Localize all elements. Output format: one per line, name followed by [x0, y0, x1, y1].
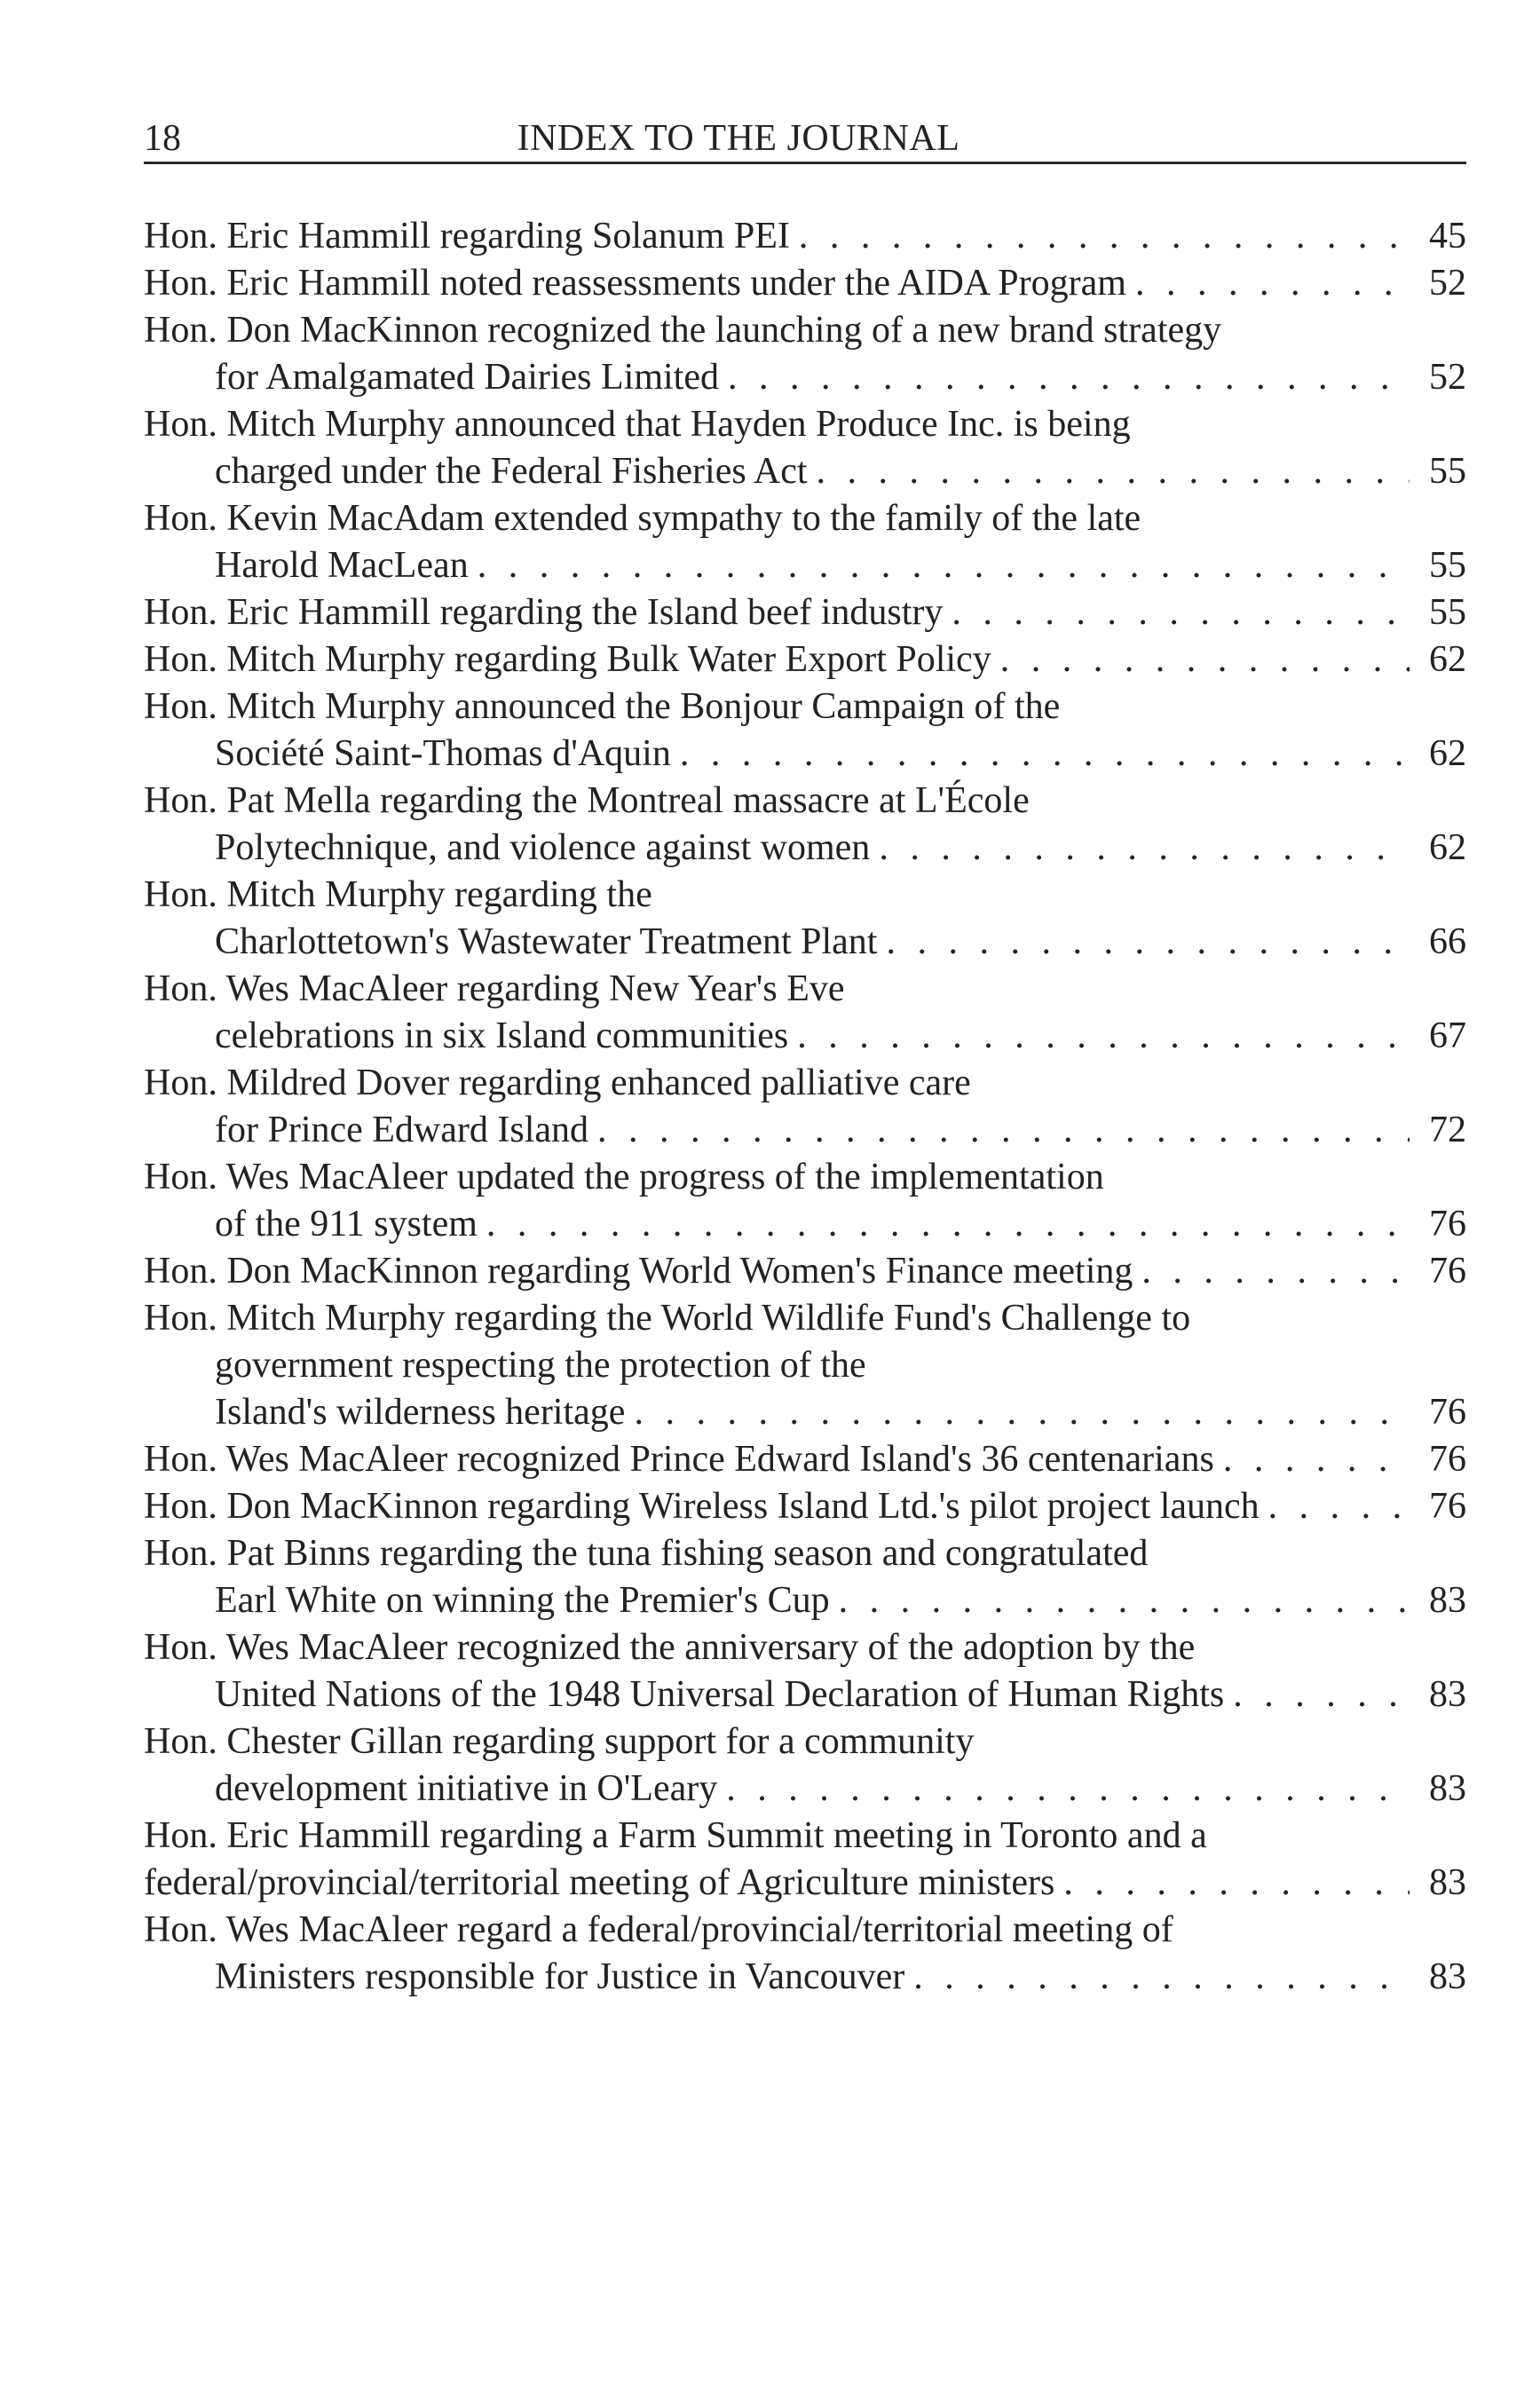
- page-reference: 83: [1429, 1674, 1466, 1715]
- index-entry: [144, 1718, 1466, 1813]
- entry-text: Hon. Eric Hammill noted reassessments under the AIDA Program: [144, 263, 1126, 304]
- dot-leader: [1223, 1436, 1410, 1483]
- page-header: [144, 115, 1466, 162]
- index-entry: [144, 1530, 1466, 1624]
- entry-line: [144, 1483, 1466, 1530]
- dot-leader: [597, 1107, 1410, 1154]
- index-entry: [144, 1436, 1466, 1483]
- entry-text: for Prince Edward Island: [215, 1110, 589, 1150]
- entry-line: [144, 872, 1466, 919]
- page-reference: 76: [1429, 1204, 1466, 1244]
- dot-leader: [1233, 1671, 1410, 1718]
- entry-line: [144, 966, 1466, 1013]
- entry-text: Hon. Mildred Dover regarding enhanced palliative care: [144, 1063, 971, 1103]
- page-reference: 62: [1429, 827, 1466, 868]
- entry-line: [144, 1530, 1466, 1577]
- index-entry: [144, 1907, 1466, 2001]
- entry-line: [144, 1671, 1466, 1718]
- index-entry: [144, 495, 1466, 589]
- dot-leader: [913, 1954, 1410, 2001]
- page-reference: 83: [1429, 1580, 1466, 1621]
- entry-line: [144, 825, 1466, 872]
- index-entry: [144, 260, 1466, 307]
- page-reference: 62: [1429, 639, 1466, 680]
- entry-line: [144, 1154, 1466, 1201]
- entry-line: [144, 1248, 1466, 1295]
- entry-text: celebrations in six Island communities: [215, 1015, 789, 1056]
- page-reference: 67: [1429, 1015, 1466, 1056]
- page-reference: 52: [1429, 263, 1466, 304]
- dot-leader: [1000, 636, 1410, 683]
- entry-text: Polytechnique, and violence against women: [215, 827, 871, 868]
- dot-leader: [1141, 1248, 1410, 1295]
- entry-line: [144, 683, 1466, 731]
- index-entry: [144, 1248, 1466, 1295]
- page-reference: 62: [1429, 733, 1466, 774]
- dot-leader: [728, 354, 1410, 401]
- entry-text: Island's wilderness heritage: [215, 1392, 626, 1433]
- dot-leader: [1268, 1483, 1410, 1530]
- entry-line: [144, 1295, 1466, 1342]
- entry-text: Hon. Pat Binns regarding the tuna fishing season and congratulated: [144, 1533, 1149, 1574]
- entry-line: [144, 731, 1466, 778]
- dot-leader: [839, 1577, 1410, 1624]
- entry-text: development initiative in O'Leary: [215, 1768, 718, 1809]
- entry-line: [144, 778, 1466, 825]
- entry-text: Hon. Mitch Murphy announced the Bonjour Campaign of the: [144, 686, 1061, 727]
- page-reference: 52: [1429, 357, 1466, 398]
- entry-text: for Amalgamated Dairies Limited: [215, 357, 719, 398]
- page-reference: 55: [1429, 451, 1466, 492]
- entry-text: government respecting the protection of the: [215, 1345, 866, 1386]
- dot-leader: [1135, 260, 1410, 307]
- entry-line: [144, 1907, 1466, 1954]
- dot-leader: [879, 825, 1410, 872]
- index-entry: [144, 589, 1466, 636]
- index-entry: [144, 401, 1466, 495]
- running-head: INDEX TO THE JOURNAL: [517, 118, 960, 159]
- page-reference: 83: [1429, 1862, 1466, 1903]
- entry-line: [144, 495, 1466, 542]
- dot-leader: [486, 1201, 1410, 1248]
- dot-leader: [1063, 1860, 1410, 1907]
- entry-text: Hon. Don MacKinnon regarding Wireless Island Ltd.'s pilot project launch: [144, 1486, 1260, 1527]
- page-reference: 76: [1429, 1439, 1466, 1480]
- page-reference: 76: [1429, 1392, 1466, 1433]
- header-rule: [144, 162, 1466, 164]
- entry-text: of the 911 system: [215, 1204, 478, 1244]
- entry-line: [144, 1954, 1466, 2001]
- dot-leader: [797, 1013, 1410, 1060]
- page-number: 18: [144, 118, 181, 159]
- entry-line: [144, 307, 1466, 354]
- index-entry: [144, 1060, 1466, 1154]
- entry-text: Hon. Wes MacAleer regarding New Year's Eve: [144, 968, 845, 1009]
- entry-line: [144, 354, 1466, 401]
- index-entry: [144, 213, 1466, 260]
- entry-text: Hon. Chester Gillan regarding support for a community: [144, 1721, 975, 1762]
- entry-text: Hon. Pat Mella regarding the Montreal massacre at L'École: [144, 780, 1030, 821]
- page-reference: 55: [1429, 592, 1466, 633]
- entry-text: Hon. Wes MacAleer recognized Prince Edward Island's 36 centenarians: [144, 1439, 1214, 1480]
- entry-line: [144, 448, 1466, 495]
- entry-text: federal/provincial/territorial meeting of Agriculture ministers: [144, 1862, 1055, 1903]
- page-reference: 83: [1429, 1768, 1466, 1809]
- entry-line: [144, 542, 1466, 589]
- dot-leader: [886, 919, 1410, 966]
- dot-leader: [799, 213, 1410, 260]
- dot-leader: [726, 1766, 1410, 1813]
- index-entry: [144, 1624, 1466, 1718]
- dot-leader: [817, 448, 1410, 495]
- entry-line: [144, 1013, 1466, 1060]
- entry-text: Hon. Mitch Murphy announced that Hayden Produce Inc. is being: [144, 404, 1131, 445]
- entry-text: Hon. Mitch Murphy regarding the World Wildlife Fund's Challenge to: [144, 1298, 1191, 1339]
- index-entry: [144, 1813, 1466, 1907]
- dot-leader: [478, 542, 1410, 589]
- entry-text: Hon. Mitch Murphy regarding Bulk Water Export Policy: [144, 639, 991, 680]
- entry-text: Société Saint-Thomas d'Aquin: [215, 733, 671, 774]
- index-entry: [144, 636, 1466, 683]
- page-reference: 55: [1429, 545, 1466, 586]
- dot-leader: [952, 589, 1410, 636]
- dot-leader: [634, 1389, 1410, 1436]
- entry-text: Ministers responsible for Justice in Vancouver: [215, 1956, 905, 1997]
- page-reference: 66: [1429, 921, 1466, 962]
- page-reference: 76: [1429, 1251, 1466, 1292]
- entry-line: [144, 401, 1466, 448]
- index-entry: [144, 966, 1466, 1060]
- entry-line: [144, 1860, 1466, 1907]
- entry-line: [144, 1201, 1466, 1248]
- index-entry: [144, 1295, 1466, 1436]
- entry-line: [144, 1718, 1466, 1766]
- page-reference: 76: [1429, 1486, 1466, 1527]
- page-reference: 83: [1429, 1956, 1466, 1997]
- entry-line: [144, 1436, 1466, 1483]
- dot-leader: [680, 731, 1410, 778]
- entry-text: Hon. Eric Hammill regarding Solanum PEI: [144, 216, 790, 257]
- entry-line: [144, 1624, 1466, 1671]
- index-entry: [144, 778, 1466, 872]
- page-reference: 45: [1429, 216, 1466, 257]
- index-entries: [144, 213, 1466, 2001]
- entry-text: Hon. Don MacKinnon recognized the launching of a new brand strategy: [144, 310, 1222, 351]
- entry-text: Charlottetown's Wastewater Treatment Plant: [215, 921, 878, 962]
- entry-text: Hon. Eric Hammill regarding a Farm Summit meeting in Toronto and a: [144, 1815, 1207, 1856]
- entry-line: [144, 636, 1466, 683]
- entry-line: [144, 1389, 1466, 1436]
- entry-text: Hon. Kevin MacAdam extended sympathy to the family of the late: [144, 498, 1141, 539]
- entry-line: [144, 919, 1466, 966]
- entry-line: [144, 1060, 1466, 1107]
- entry-line: [144, 213, 1466, 260]
- index-entry: [144, 1154, 1466, 1248]
- entry-line: [144, 589, 1466, 636]
- entry-line: [144, 1813, 1466, 1860]
- page-reference: 72: [1429, 1110, 1466, 1150]
- index-entry: [144, 1483, 1466, 1530]
- index-entry: [144, 872, 1466, 966]
- entry-text: Hon. Eric Hammill regarding the Island beef industry: [144, 592, 944, 633]
- index-entry: [144, 683, 1466, 778]
- entry-text: Hon. Wes MacAleer regard a federal/provincial/territorial meeting of: [144, 1909, 1173, 1950]
- index-entry: [144, 307, 1466, 401]
- entry-text: Hon. Mitch Murphy regarding the: [144, 874, 652, 915]
- entry-line: [144, 1766, 1466, 1813]
- entry-text: United Nations of the 1948 Universal Declaration of Human Rights: [215, 1674, 1225, 1715]
- entry-line: [144, 260, 1466, 307]
- entry-text: Harold MacLean: [215, 545, 469, 586]
- entry-line: [144, 1342, 1466, 1389]
- entry-text: Hon. Wes MacAleer recognized the anniversary of the adoption by the: [144, 1627, 1196, 1668]
- entry-text: Hon. Don MacKinnon regarding World Women's Finance meeting: [144, 1251, 1133, 1292]
- entry-line: [144, 1107, 1466, 1154]
- entry-text: Earl White on winning the Premier's Cup: [215, 1580, 830, 1621]
- entry-text: Hon. Wes MacAleer updated the progress of the implementation: [144, 1157, 1104, 1197]
- entry-line: [144, 1577, 1466, 1624]
- entry-text: charged under the Federal Fisheries Act: [215, 451, 808, 492]
